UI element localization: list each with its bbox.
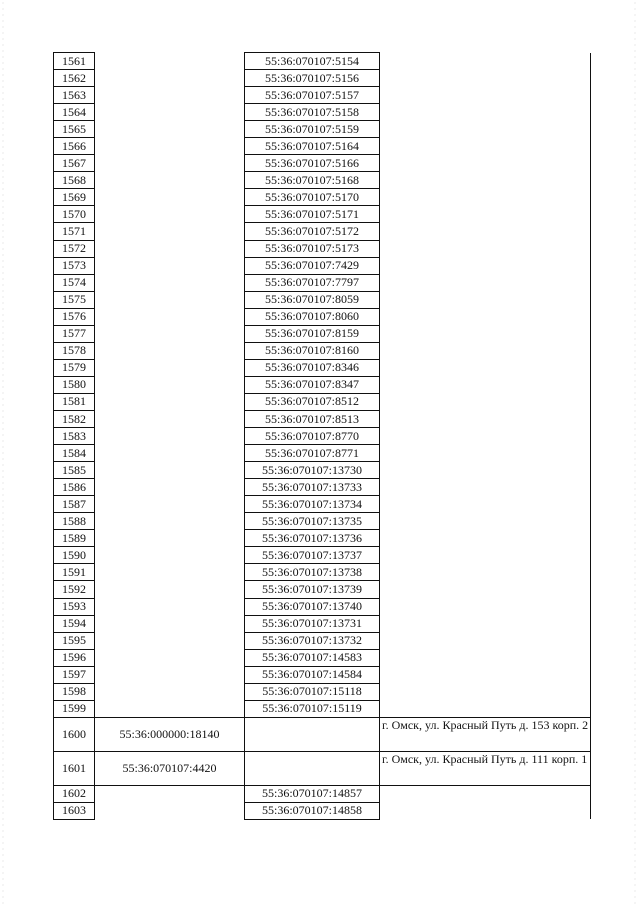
cadastral-number-a-cell (95, 376, 245, 393)
cadastral-number-a-cell (95, 581, 245, 598)
address-cell (380, 172, 591, 189)
row-number-cell: 1601 (54, 751, 95, 785)
cadastral-number-a-cell (95, 274, 245, 291)
table-row (54, 172, 591, 189)
row-number-cell: 1579 (54, 359, 95, 376)
address-cell (380, 308, 591, 325)
table-row (54, 342, 591, 359)
address-cell (380, 291, 591, 308)
row-number-cell: 1595 (54, 632, 95, 649)
row-number-cell: 1585 (54, 462, 95, 479)
address-cell (380, 683, 591, 700)
cadastral-number-b-cell: 55:36:070107:5166 (245, 155, 380, 172)
cadastral-number-b-cell: 55:36:070107:13738 (245, 564, 380, 581)
table-row (54, 393, 591, 410)
address-cell (380, 615, 591, 632)
cadastral-number-b-cell: 55:36:070107:13736 (245, 530, 380, 547)
row-number-cell: 1581 (54, 393, 95, 410)
cadastral-number-a-cell (95, 564, 245, 581)
row-number-cell: 1591 (54, 564, 95, 581)
row-number-cell: 1593 (54, 598, 95, 615)
row-number-cell: 1569 (54, 189, 95, 206)
table-row (54, 547, 591, 564)
cadastral-number-b-cell: 55:36:070107:5173 (245, 240, 380, 257)
cadastral-number-a-cell (95, 206, 245, 223)
cadastral-number-b-cell: 55:36:070107:13730 (245, 462, 380, 479)
cadastral-number-a-cell (95, 462, 245, 479)
address-cell (380, 632, 591, 649)
row-number-cell: 1562 (54, 70, 95, 87)
table-row (54, 223, 591, 240)
row-number-cell: 1572 (54, 240, 95, 257)
cadastral-number-a-cell (95, 393, 245, 410)
row-number-cell: 1599 (54, 700, 95, 717)
address-cell (380, 666, 591, 683)
table-row (54, 717, 591, 751)
cadastral-number-a-cell (95, 666, 245, 683)
address-cell (380, 462, 591, 479)
cadastral-number-b-cell: 55:36:070107:13735 (245, 513, 380, 530)
row-number-cell: 1588 (54, 513, 95, 530)
cadastral-number-a-cell (95, 53, 245, 70)
table-row (54, 308, 591, 325)
cadastral-number-b-cell: 55:36:070107:7429 (245, 257, 380, 274)
cadastral-number-a-cell (95, 308, 245, 325)
address-cell (380, 513, 591, 530)
row-number-cell: 1594 (54, 615, 95, 632)
cadastral-number-b-cell: 55:36:070107:13734 (245, 496, 380, 513)
table-row (54, 104, 591, 121)
cadastral-number-b-cell (245, 751, 380, 785)
cadastral-number-b-cell: 55:36:070107:5159 (245, 121, 380, 138)
cadastral-number-b-cell: 55:36:070107:15118 (245, 683, 380, 700)
cadastral-number-b-cell: 55:36:070107:8059 (245, 291, 380, 308)
address-cell (380, 87, 591, 104)
table-row (54, 189, 591, 206)
cadastral-number-b-cell: 55:36:070107:13740 (245, 598, 380, 615)
cadastral-number-b-cell: 55:36:070107:8771 (245, 445, 380, 462)
table-row (54, 240, 591, 257)
table-row (54, 206, 591, 223)
scan-edge-left (2, 0, 4, 905)
address-cell (380, 121, 591, 138)
cadastral-number-a-cell (95, 428, 245, 445)
cadastral-number-a-cell (95, 632, 245, 649)
row-number-cell: 1573 (54, 257, 95, 274)
cadastral-number-a-cell (95, 513, 245, 530)
row-number-cell: 1574 (54, 274, 95, 291)
address-cell (380, 802, 591, 819)
cadastral-number-b-cell: 55:36:070107:13733 (245, 479, 380, 496)
row-number-cell: 1568 (54, 172, 95, 189)
row-number-cell: 1600 (54, 717, 95, 751)
address-cell (380, 649, 591, 666)
address-cell (380, 496, 591, 513)
address-cell (380, 342, 591, 359)
table-row (54, 325, 591, 342)
row-number-cell: 1576 (54, 308, 95, 325)
address-cell (380, 700, 591, 717)
cadastral-number-a-cell (95, 172, 245, 189)
cadastral-number-a-cell (95, 359, 245, 376)
row-number-cell: 1563 (54, 87, 95, 104)
cadastral-number-a-cell: 55:36:070107:4420 (95, 751, 245, 785)
table-row (54, 479, 591, 496)
cadastral-number-a-cell (95, 683, 245, 700)
cadastral-number-a-cell (95, 291, 245, 308)
cadastral-number-a-cell (95, 138, 245, 155)
table-row (54, 751, 591, 785)
table-row (54, 359, 591, 376)
cadastral-number-a-cell (95, 649, 245, 666)
table-row (54, 291, 591, 308)
row-number-cell: 1589 (54, 530, 95, 547)
row-number-cell: 1586 (54, 479, 95, 496)
row-number-cell: 1584 (54, 445, 95, 462)
table-row (54, 802, 591, 819)
table-row (54, 155, 591, 172)
cadastral-number-b-cell: 55:36:070107:14583 (245, 649, 380, 666)
cadastral-number-a-cell (95, 802, 245, 819)
cadastral-number-b-cell: 55:36:070107:13732 (245, 632, 380, 649)
row-number-cell: 1597 (54, 666, 95, 683)
row-number-cell: 1592 (54, 581, 95, 598)
address-cell (380, 410, 591, 427)
cadastral-number-b-cell: 55:36:070107:8159 (245, 325, 380, 342)
table-row (54, 121, 591, 138)
cadastral-number-b-cell: 55:36:070107:5171 (245, 206, 380, 223)
row-number-cell: 1583 (54, 428, 95, 445)
table-row (54, 257, 591, 274)
row-number-cell: 1603 (54, 802, 95, 819)
cadastral-number-b-cell: 55:36:070107:15119 (245, 700, 380, 717)
table-row (54, 53, 591, 70)
cadastral-number-a-cell (95, 155, 245, 172)
cadastral-number-b-cell: 55:36:070107:13731 (245, 615, 380, 632)
table-row (54, 428, 591, 445)
address-cell: г. Омск, ул. Красный Путь д. 153 корп. 2 (380, 717, 591, 751)
cadastral-number-b-cell: 55:36:070107:5154 (245, 53, 380, 70)
table-row (54, 598, 591, 615)
table-row (54, 564, 591, 581)
address-cell (380, 598, 591, 615)
scan-edge-right (634, 0, 636, 905)
address-cell: г. Омск, ул. Красный Путь д. 111 корп. 1 (380, 751, 591, 785)
cadastral-number-a-cell (95, 342, 245, 359)
row-number-cell: 1570 (54, 206, 95, 223)
row-number-cell: 1587 (54, 496, 95, 513)
table-row (54, 530, 591, 547)
row-number-cell: 1582 (54, 410, 95, 427)
cadastral-number-a-cell (95, 785, 245, 802)
cadastral-number-a-cell (95, 70, 245, 87)
address-cell (380, 785, 591, 802)
table-row (54, 87, 591, 104)
table-row (54, 496, 591, 513)
cadastral-number-b-cell: 55:36:070107:5168 (245, 172, 380, 189)
cadastral-number-b-cell: 55:36:070107:5157 (245, 87, 380, 104)
address-cell (380, 274, 591, 291)
cadastral-number-b-cell: 55:36:070107:8347 (245, 376, 380, 393)
cadastral-number-b-cell: 55:36:070107:5164 (245, 138, 380, 155)
cadastral-number-a-cell (95, 496, 245, 513)
address-cell (380, 104, 591, 121)
address-cell (380, 581, 591, 598)
address-cell (380, 223, 591, 240)
address-cell (380, 393, 591, 410)
row-number-cell: 1566 (54, 138, 95, 155)
cadastral-number-b-cell (245, 717, 380, 751)
cadastral-number-a-cell (95, 87, 245, 104)
table-row (54, 462, 591, 479)
address-cell (380, 189, 591, 206)
table-row (54, 138, 591, 155)
cadastral-number-b-cell: 55:36:070107:14584 (245, 666, 380, 683)
cadastral-number-a-cell (95, 121, 245, 138)
row-number-cell: 1598 (54, 683, 95, 700)
cadastral-number-b-cell: 55:36:070107:8513 (245, 410, 380, 427)
cadastral-number-b-cell: 55:36:070107:5156 (245, 70, 380, 87)
cadastral-number-a-cell: 55:36:000000:18140 (95, 717, 245, 751)
cadastral-number-a-cell (95, 189, 245, 206)
cadastral-number-b-cell: 55:36:070107:14857 (245, 785, 380, 802)
address-cell (380, 53, 591, 70)
row-number-cell: 1571 (54, 223, 95, 240)
cadastral-number-b-cell: 55:36:070107:13739 (245, 581, 380, 598)
cadastral-number-b-cell: 55:36:070107:7797 (245, 274, 380, 291)
cadastral-number-a-cell (95, 598, 245, 615)
row-number-cell: 1567 (54, 155, 95, 172)
address-cell (380, 359, 591, 376)
cadastral-number-b-cell: 55:36:070107:14858 (245, 802, 380, 819)
table-row (54, 666, 591, 683)
table-row (54, 615, 591, 632)
row-number-cell: 1565 (54, 121, 95, 138)
table-row (54, 581, 591, 598)
cadastral-number-a-cell (95, 445, 245, 462)
table-row (54, 376, 591, 393)
cadastral-number-a-cell (95, 325, 245, 342)
table-row (54, 632, 591, 649)
cadastral-number-a-cell (95, 547, 245, 564)
row-number-cell: 1564 (54, 104, 95, 121)
cadastral-number-a-cell (95, 615, 245, 632)
row-number-cell: 1575 (54, 291, 95, 308)
table-row (54, 70, 591, 87)
address-cell (380, 376, 591, 393)
table-row (54, 683, 591, 700)
cadastral-table (53, 52, 591, 820)
address-cell (380, 564, 591, 581)
cadastral-number-b-cell: 55:36:070107:8770 (245, 428, 380, 445)
table-row (54, 513, 591, 530)
cadastral-number-a-cell (95, 240, 245, 257)
cadastral-number-a-cell (95, 257, 245, 274)
table-row (54, 445, 591, 462)
cadastral-number-a-cell (95, 410, 245, 427)
row-number-cell: 1602 (54, 785, 95, 802)
table-body (54, 53, 591, 820)
address-cell (380, 155, 591, 172)
cadastral-number-b-cell: 55:36:070107:8060 (245, 308, 380, 325)
cadastral-number-a-cell (95, 530, 245, 547)
row-number-cell: 1577 (54, 325, 95, 342)
address-cell (380, 70, 591, 87)
table-row (54, 410, 591, 427)
address-cell (380, 240, 591, 257)
row-number-cell: 1580 (54, 376, 95, 393)
table-row (54, 274, 591, 291)
cadastral-number-b-cell: 55:36:070107:5170 (245, 189, 380, 206)
address-cell (380, 530, 591, 547)
cadastral-number-b-cell: 55:36:070107:13737 (245, 547, 380, 564)
cadastral-number-a-cell (95, 223, 245, 240)
address-cell (380, 206, 591, 223)
cadastral-number-b-cell: 55:36:070107:8160 (245, 342, 380, 359)
cadastral-number-b-cell: 55:36:070107:5158 (245, 104, 380, 121)
row-number-cell: 1590 (54, 547, 95, 564)
address-cell (380, 547, 591, 564)
address-cell (380, 428, 591, 445)
table-row (54, 785, 591, 802)
row-number-cell: 1596 (54, 649, 95, 666)
cadastral-number-a-cell (95, 700, 245, 717)
cadastral-number-a-cell (95, 104, 245, 121)
row-number-cell: 1561 (54, 53, 95, 70)
table-row (54, 649, 591, 666)
cadastral-number-b-cell: 55:36:070107:8512 (245, 393, 380, 410)
address-cell (380, 257, 591, 274)
table-row (54, 700, 591, 717)
row-number-cell: 1578 (54, 342, 95, 359)
cadastral-number-b-cell: 55:36:070107:8346 (245, 359, 380, 376)
address-cell (380, 445, 591, 462)
cadastral-number-b-cell: 55:36:070107:5172 (245, 223, 380, 240)
address-cell (380, 138, 591, 155)
address-cell (380, 479, 591, 496)
address-cell (380, 325, 591, 342)
cadastral-number-a-cell (95, 479, 245, 496)
